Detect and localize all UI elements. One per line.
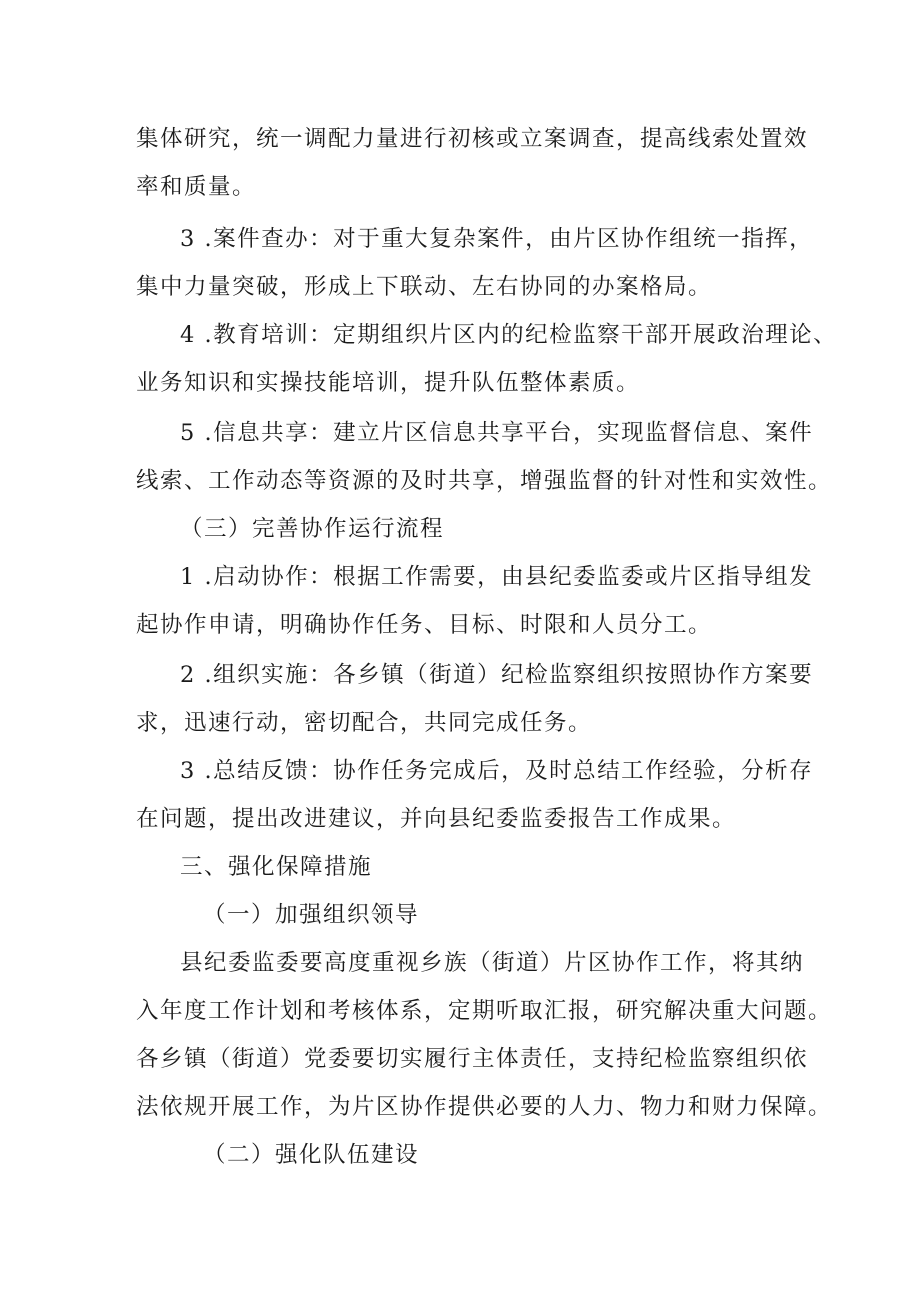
text-line: 在问题，提出改进建议，并向县纪委监委报告工作成果。 bbox=[136, 806, 737, 832]
text-line: 求，迅速行动，密切配合，共同完成任务。 bbox=[136, 710, 593, 736]
text-line: 1 .启动协作：根据工作需要，由县纪委监委或片区指导组发 bbox=[180, 564, 814, 590]
text-line: 3 .案件查办：对于重大复杂案件，由片区协作组统一指挥， bbox=[180, 226, 814, 252]
text-line: 集体研究，统一调配力量进行初核或立案调查，提高线索处置效 bbox=[136, 126, 809, 152]
text-line: 率和质量。 bbox=[136, 174, 257, 200]
section-heading: （一）加强组织领导 bbox=[203, 902, 420, 928]
section-heading: 三、强化保障措施 bbox=[180, 854, 373, 880]
text-line: 法依规开展工作，为片区协作提供必要的人力、物力和财力保障。 bbox=[136, 1094, 833, 1120]
text-line: 4 .教育培训：定期组织片区内的纪检监察干部开展政治理论、 bbox=[180, 322, 838, 348]
text-line: 入年度工作计划和考核体系，定期听取汇报，研究解决重大问题。 bbox=[136, 998, 833, 1024]
text-line: 3 .总结反馈：协作任务完成后，及时总结工作经验，分析存 bbox=[180, 758, 814, 784]
text-line: 2 .组织实施：各乡镇（街道）纪检监察组织按照协作方案要 bbox=[180, 662, 814, 688]
text-line: 各乡镇（街道）党委要切实履行主体责任，支持纪检监察组织依 bbox=[136, 1046, 809, 1072]
text-line: 5 .信息共享：建立片区信息共享平台，实现监督信息、案件 bbox=[180, 420, 814, 446]
text-line: 业务知识和实操技能培训，提升队伍整体素质。 bbox=[136, 370, 641, 396]
text-line: 线索、工作动态等资源的及时共享，增强监督的针对性和实效性。 bbox=[136, 468, 833, 494]
text-line: 起协作申请，明确协作任务、目标、时限和人员分工。 bbox=[136, 612, 713, 638]
section-heading: （三）完善协作运行流程 bbox=[180, 516, 445, 542]
text-line: 集中力量突破，形成上下联动、左右协同的办案格局。 bbox=[136, 274, 713, 300]
section-heading: （二）强化队伍建设 bbox=[203, 1142, 420, 1168]
text-line: 县纪委监委要高度重视乡族（街道）片区协作工作，将其纳 bbox=[180, 950, 805, 976]
